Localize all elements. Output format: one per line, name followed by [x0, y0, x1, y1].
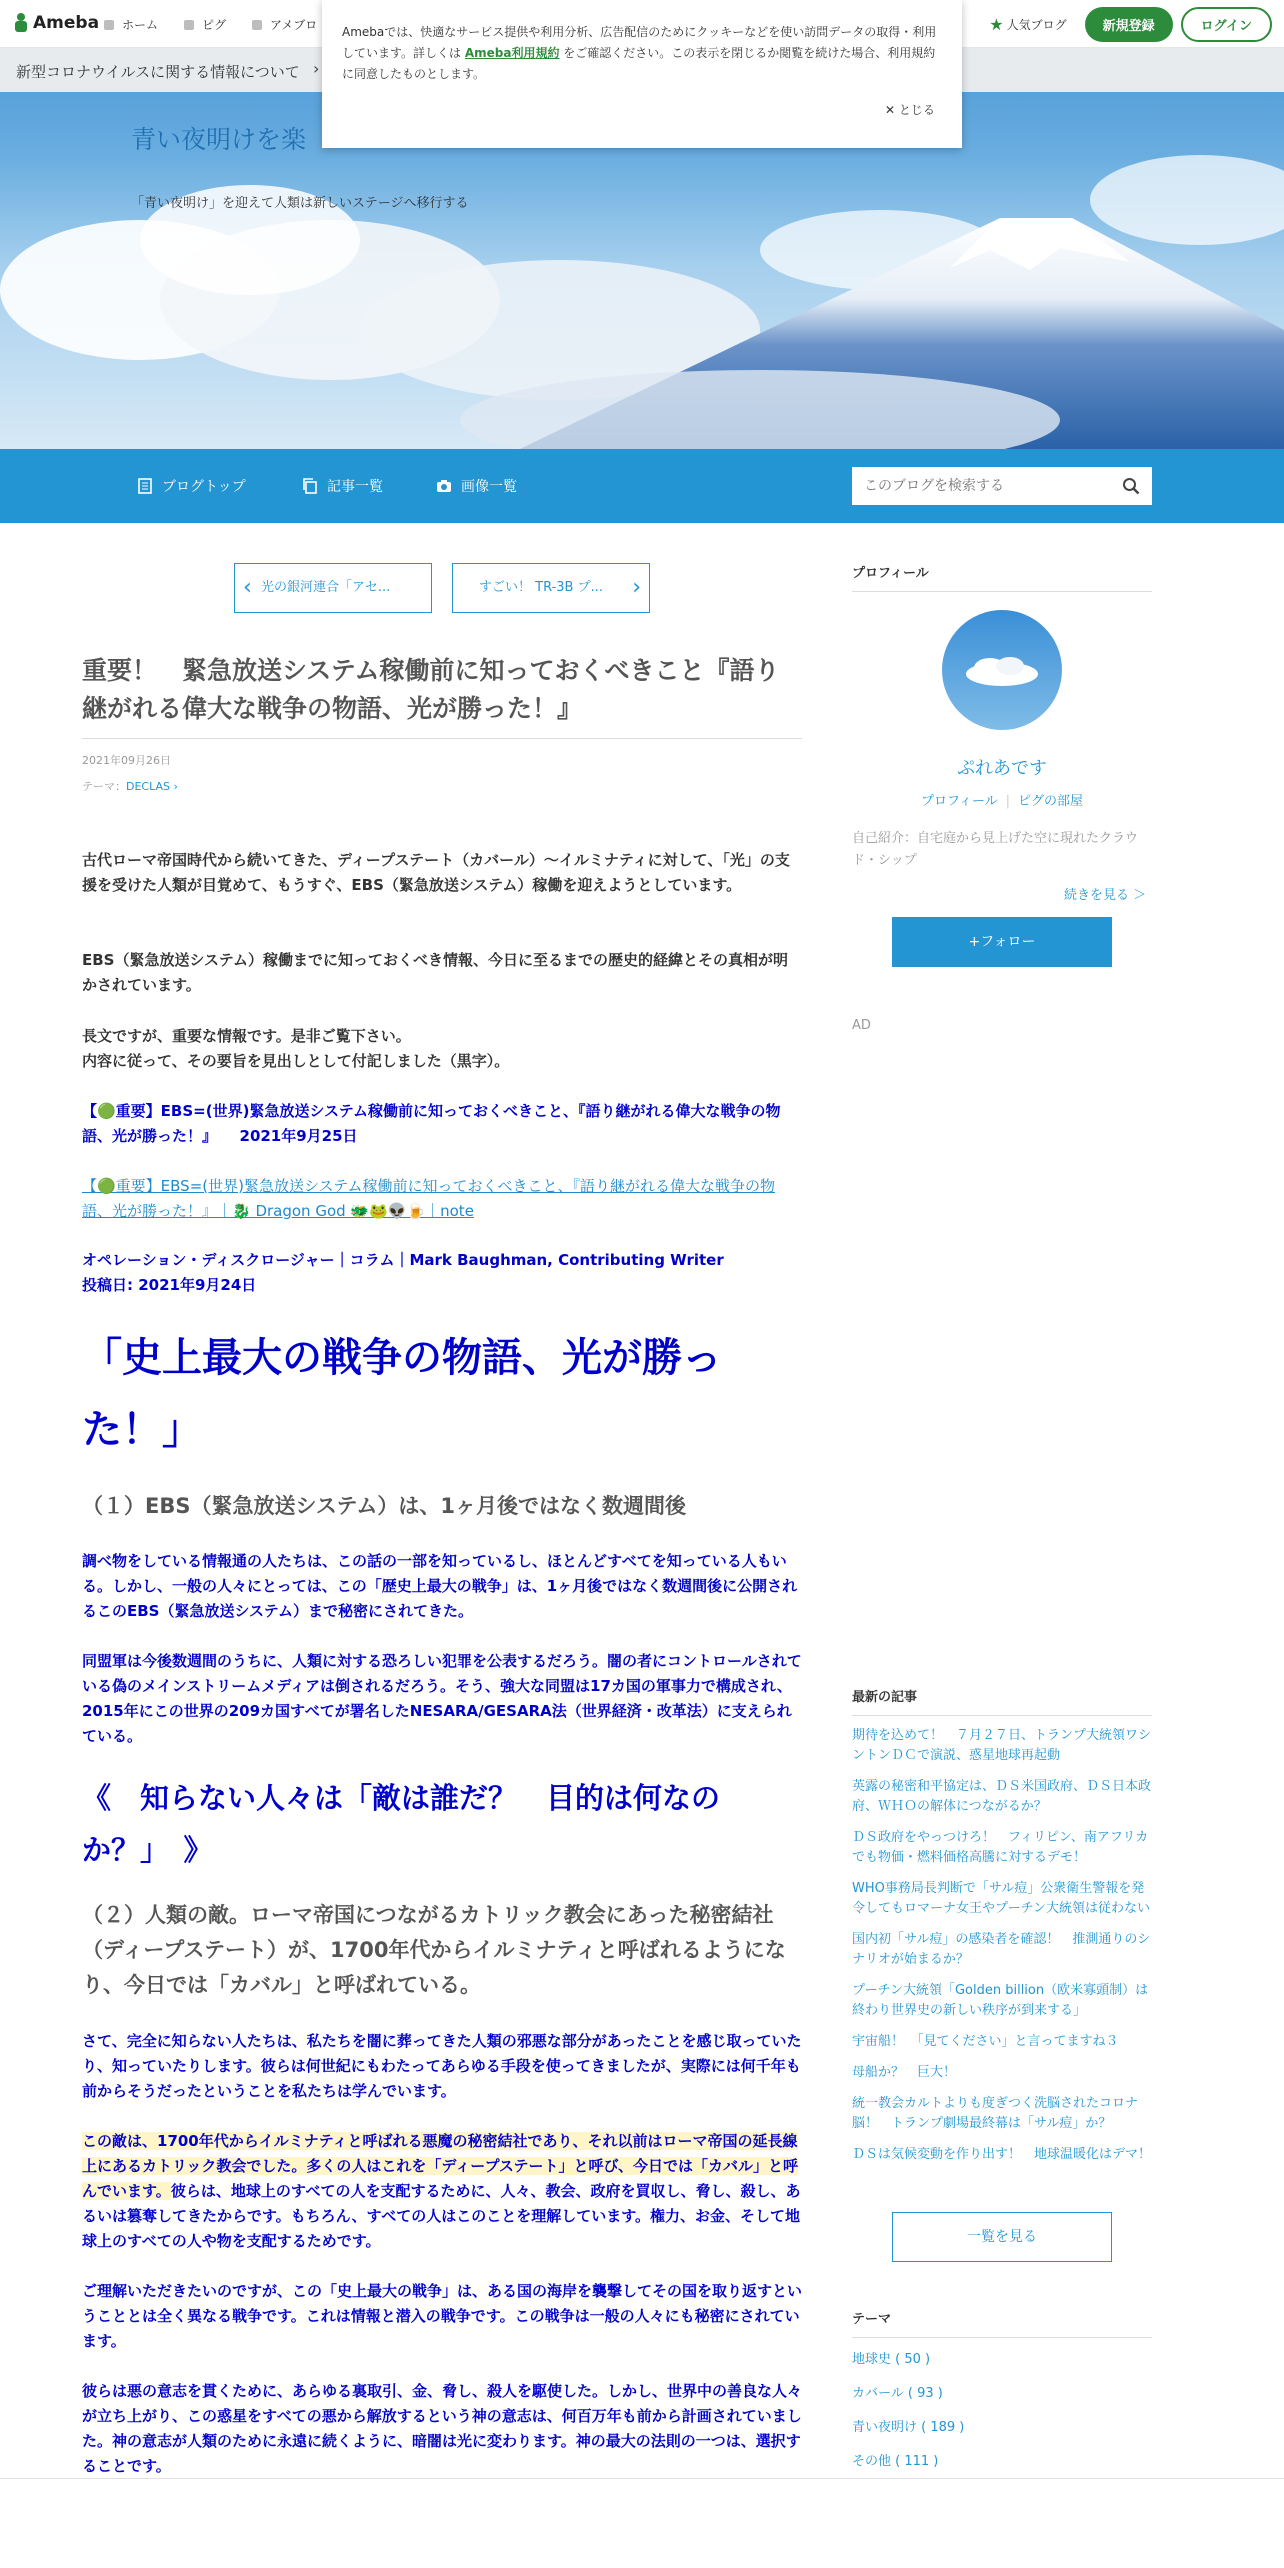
recent-article-link[interactable]: 統一教会カルトよりも度ぎつく洗脳されたコロナ脳！ トランプ劇場最終幕は「サル痘」か？ [852, 2096, 1139, 2131]
recent-article-link[interactable]: WHO事務局長判断で「サル痘」公衆衛生警報を発令してもロマーナ女王やプーチン大統領は従わない [852, 1881, 1150, 1916]
cookie-consent-text [342, 22, 942, 85]
next-article-button[interactable] [452, 563, 650, 613]
blog-search-box [852, 467, 1152, 505]
paragraph-cabal [82, 2129, 802, 2254]
ad-label: AD [852, 1018, 871, 1033]
camera-icon [436, 478, 452, 494]
paragraph-post-date: 投稿日: 2021年9月24日 [82, 1276, 257, 1294]
document-icon [137, 478, 153, 494]
paragraph-insiders: 調べ物をしている情報通の人たちは、この話の一部を知っているし、ほとんどすべてを知っている人もいる。しかし、一般の人々にとっては、この「歴史上最大の戦争」は、1ヶ月後ではなく数週間後に公開されるこのEBS（緊急放送システム）まで秘密にされてきた。 [82, 1552, 798, 1620]
pigg-icon [184, 20, 194, 30]
cookie-text-before: Amebaでは、快適なサービス提供や利用分析、広告配信のためにクッキーなどを使い訪問データの取得・利用しています。詳しくは [342, 25, 937, 60]
ameblo-icon [252, 20, 262, 30]
cookie-close-button[interactable]: ✕ とじる [885, 103, 935, 117]
copy-icon [302, 478, 318, 494]
article-list-label: 記事一覧 [327, 479, 383, 495]
recent-article-link[interactable]: プーチン大統領「Golden billion（欧米寡頭制）は終わり世界史の新しい秩序が到来する」 [852, 1983, 1149, 2018]
recent-article-link[interactable]: 母船か？ 巨大！ [852, 2065, 957, 2080]
paragraph-source-title: 【🟢重要】EBS=(世界)緊急放送システム稼働前に知っておくべきこと、『語り継がれる偉大な戦争の物語、光が勝った！』 2021年9月25日 [82, 1102, 781, 1145]
paragraph-ebs-summary: EBS（緊急放送システム）稼働までに知っておくべき情報、今日に至るまでの歴史的経緯とその真相が明かされています。 [82, 951, 788, 994]
blog-search-input[interactable] [852, 467, 1112, 505]
title-divider [82, 738, 802, 739]
footer-divider [0, 2478, 1284, 2479]
theme-link[interactable]: カバール ( 93 ) [852, 2386, 943, 2401]
subheading-enemy: （２）人類の敵。ローマ帝国につながるカトリック教会にあった秘密結社（ディープステート）が、1700年代からイルミナティと呼ばれるようになり、今日では「カバル」と呼ばれている。 [82, 1903, 786, 1997]
avatar[interactable] [942, 610, 1062, 730]
theme-list [852, 2348, 1152, 2484]
prev-article-button[interactable] [234, 563, 432, 613]
ameba-logo[interactable] [12, 12, 99, 34]
paragraph-note-1: 長文ですが、重要な情報です。是非ご覧下さい。 [82, 1027, 411, 1045]
article-theme [82, 778, 178, 794]
popular-blogs-link[interactable] [989, 15, 1066, 34]
signup-button[interactable]: 新規登録 [1085, 7, 1173, 42]
theme-link[interactable]: 青い夜明け ( 189 ) [852, 2420, 965, 2435]
blog-top-link[interactable] [137, 476, 246, 496]
nav-ameblo-label: アメブロ [270, 18, 318, 32]
heading-who-is-enemy: 《 知らない人々は「敵は誰だ？ 目的は何なのか？」 》 [82, 1781, 721, 1867]
see-all-button[interactable]: 一覧を見る [892, 2212, 1112, 2262]
cookie-consent-dialog [322, 0, 962, 148]
login-button[interactable]: ログイン [1181, 7, 1272, 42]
source-link-text[interactable]: 【🟢重要】EBS=(世界)緊急放送システム稼働前に知っておくべきこと、『語り継がれる偉大な戦争の物語、光が勝った！』｜🐉 Dragon God 🐲🐸👽🍺｜note [82, 1177, 775, 1220]
recent-articles-list [852, 1726, 1152, 2176]
image-list-label: 画像一覧 [461, 479, 517, 495]
chevron-left-icon: ‹ [243, 575, 252, 600]
paragraph-note-2: 内容に従って、その要旨を見出しとして付記しました（黒字）。 [82, 1052, 510, 1070]
recent-article-link[interactable]: ＤＳは気候変動を作り出す！ 地球温暖化はデマ！ [852, 2147, 1152, 2162]
star-icon: ★ [989, 15, 1004, 34]
paragraph-dark-side: さて、完全に知らない人たちは、私たちを闇に葬ってきた人類の邪悪な部分があったことを感じ取っていたり、知っていたりします。彼らは何世紀にもわたってあらゆる手段を使ってきましたが、実際には何千年も前からそうだったということを私たちは学んでいます。 [82, 2032, 802, 2100]
read-more-link[interactable]: 続きを見る ＞ [1064, 888, 1147, 903]
covid-info-text: 新型コロナウイルスに関する情報について [16, 63, 300, 81]
home-icon [104, 20, 114, 30]
profile-heading: プロフィール [852, 562, 1152, 592]
paragraph-information-war: ご理解いただきたいのですが、この「史上最大の戦争」は、ある国の海岸を襲撃してその国を取り返すということとは全く異なる戦争です。これは情報と潜入の戦争です。この戦争は一般の人々にも秘密にされています。 [82, 2282, 803, 2350]
cloud-ship-avatar-image [942, 610, 1062, 730]
chevron-right-icon: › [170, 780, 178, 793]
paragraph-column-credit: オペレーション・ディスクロージャー｜コラム｜Mark Baughman, Contributing Writer [82, 1251, 724, 1269]
paragraph-alliance: 同盟軍は今後数週間のうちに、人類に対する恐ろしい犯罪を公表するだろう。闇の者にコントロールされている偽のメインストリームメディアは倒されるだろう。そう、強大な同盟は17カ国の軍事力で構成され、2015年にこの世界の209カ国すべてが署名したNESARA/GESARA法（世界経済・改革法）に支えられている。 [82, 1652, 802, 1745]
recent-article-link[interactable]: 国内初「サル痘」の感染者を確認！ 推測通りのシナリオが始まるか？ [852, 1932, 1151, 1967]
recent-article-link[interactable]: 宇宙船！ 「見てください」と言ってますね３ [852, 2034, 1119, 2049]
paragraph-cabal-rest: 彼らは、地球上のすべての人を支配するために、人々、教会、政府を買収し、脅し、殺し、あるいは篡奪してきたからです。もちろん、すべての人はこのことを理解しています。権力、お金、そして地球上のすべての人や物を支配するためです。 [82, 2182, 801, 2250]
follow-button[interactable]: +フォロー [892, 917, 1112, 967]
recent-articles-heading: 最新の記事 [852, 1686, 1152, 1716]
chevron-right-icon: › [632, 575, 641, 600]
highlighted-text: この敵は、1700年代からイルミナティと呼ばれる悪魔の秘密結社であり、それ以前はローマ帝国の延長線上にあるカトリック教会でした。多くの人はこれを「ディープステート」と呼び、今日では「カバル」と呼んでいます。 [82, 2132, 798, 2200]
popular-label: 人気ブログ [1006, 18, 1067, 32]
paragraph-intro: 古代ローマ帝国時代から続いてきた、ディープステート（カバール）～イルミナティに対して、「光」の支援を受けた人類が目覚めて、もうすぐ、EBS（緊急放送システム）稼働を迎えようとしています。 [82, 851, 790, 894]
next-article-label: すごい！ TR-3B プ... [479, 580, 603, 595]
header-right-nav [989, 7, 1272, 42]
theme-link[interactable]: その他 ( 111 ) [852, 2454, 939, 2469]
prev-article-label: 光の銀河連合「アセ... [261, 580, 391, 595]
theme-label: テーマ： [82, 780, 126, 793]
recent-article-link[interactable]: ＤＳ政府をやっつけろ！ フィリピン、南アフリカでも物価・燃料価格高騰に対するデモ！ [852, 1830, 1149, 1865]
nav-home-label: ホーム [122, 18, 159, 32]
recent-article-link[interactable]: 期待を込めて！ ７月２７日、トランプ大統領ワシントンＤＣで演説、惑星地球再起動 [852, 1728, 1152, 1763]
image-list-link[interactable] [436, 476, 517, 496]
theme-link[interactable]: 地球史 ( 50 ) [852, 2352, 931, 2367]
blog-top-label: ブログトップ [162, 479, 246, 495]
nav-pigg[interactable] [184, 16, 226, 33]
ameba-logo-text: Ameba [33, 13, 100, 33]
profile-intro: 自己紹介：自宅庭から見上げた空に現れたクラウド・シップ [852, 831, 1139, 868]
link-separator: | [1005, 794, 1011, 809]
heading-greatest-war: 「史上最大の戦争の物語、光が勝った！」 [82, 1335, 722, 1453]
ameba-logo-icon [12, 12, 30, 34]
nav-pigg-label: ピグ [202, 18, 227, 32]
subheading-ebs: （１）EBS（緊急放送システム）は、1ヶ月後ではなく数週間後 [82, 1494, 686, 1518]
blog-nav-bar [0, 449, 1284, 523]
profile-link[interactable]: プロフィール [920, 794, 998, 809]
profile-links [852, 790, 1152, 809]
pigg-room-link[interactable]: ピグの部屋 [1018, 794, 1084, 809]
blog-title[interactable]: 青い夜明けを楽 [131, 125, 307, 154]
article-date: 2021年09月26日 [82, 754, 171, 767]
theme-heading: テーマ [852, 2308, 1152, 2338]
terms-link[interactable]: Ameba利用規約 [464, 46, 560, 60]
blog-description: 「青い夜明け」を迎えて人類は新しいステージへ移行する [131, 196, 469, 211]
profile-nickname[interactable]: ぷれあです [957, 758, 1047, 779]
article-list-link[interactable] [302, 476, 383, 496]
cookie-text-after: をご確認ください。この表示を閉じるか閲覧を続けた場合、利用規約に同意したものとします。 [342, 46, 936, 81]
source-link[interactable] [82, 1174, 802, 1224]
nav-ameblo[interactable] [252, 16, 317, 33]
nav-home[interactable] [104, 16, 158, 33]
paragraph-gods-will: 彼らは悪の意志を貫くために、あらゆる裏取引、金、脅し、殺人を駆使した。しかし、世界中の善良な人々が立ち上がり、この惑星をすべての悪から解放するという神の意志は、何百万年も前から計画されていました。神の意志が人類のために永遠に続くように、暗闇は光に変わります。神の最大の法則の一つは、選択することです。 [82, 2382, 803, 2475]
global-nav [104, 16, 343, 33]
chevron-right-icon: › [313, 59, 320, 78]
article-title: 重要！ 緊急放送システム稼働前に知っておくべきこと『語り継がれる偉大な戦争の物語、光が勝った！』 [82, 656, 780, 723]
theme-link[interactable]: DECLAS [126, 780, 170, 793]
recent-article-link[interactable]: 英露の秘密和平協定は、ＤＳ米国政府、ＤＳ日本政府、ＷＨＯの解体につながるか？ [852, 1779, 1152, 1814]
search-icon[interactable] [1122, 477, 1140, 495]
